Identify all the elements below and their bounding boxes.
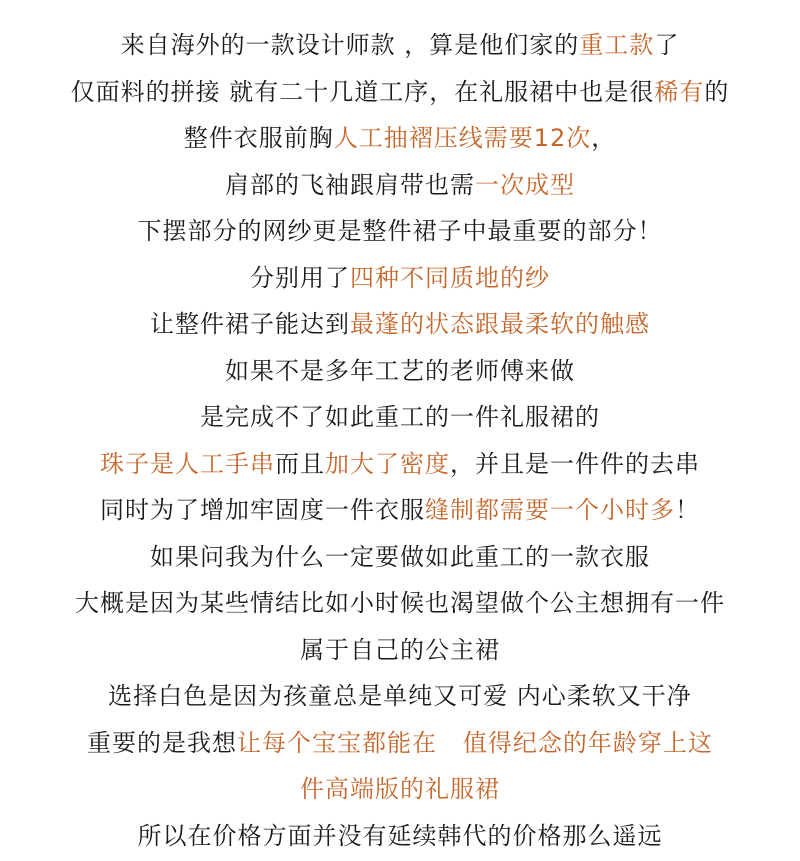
body-text: 如果问我为什么一定要做如此重工的一款衣服	[150, 542, 650, 571]
highlighted-text: 稀有	[654, 77, 705, 106]
highlighted-text: 让每个宝宝都能在 值得纪念的年龄穿上这	[237, 728, 713, 757]
text-line	[0, 255, 800, 302]
body-text: 来自海外的一款设计师款 ，算是他们家的	[120, 31, 580, 59]
body-text: 整件衣服前胸	[183, 124, 334, 152]
text-line	[0, 720, 800, 767]
body-text: ，并且是一件件的去串	[450, 449, 700, 478]
body-text: 而且	[275, 449, 325, 478]
body-text: 让整件裙子能达到	[150, 310, 350, 338]
highlighted-text: 人工抽褶压线需要12次	[333, 124, 592, 152]
body-text: 属于自己的公主裙	[300, 635, 500, 664]
body-text: 重要的是我想	[87, 728, 238, 757]
text-line	[0, 580, 800, 627]
highlighted-text: 最蓬的状态跟最柔软的触感	[350, 310, 650, 338]
body-text: ！	[675, 496, 700, 524]
body-text: 选择白色是因为孩童总是单纯又可爱 内心柔软又干净	[108, 682, 692, 710]
text-line	[0, 348, 800, 395]
text-line	[0, 673, 800, 720]
text-line	[0, 208, 800, 255]
body-text: 了	[654, 31, 680, 59]
text-line	[0, 441, 800, 488]
body-text: 肩部的飞袖跟肩带也需	[225, 170, 475, 199]
highlighted-text: 珠子是人工手串	[100, 449, 275, 478]
highlighted-text: 一次成型	[475, 170, 575, 199]
body-text: 所以在价格方面并没有延续韩代的价格那么遥远	[137, 821, 663, 850]
highlighted-text: 加大了密度	[325, 449, 450, 478]
body-text: 是完成不了如此重工的一件礼服裙的	[200, 403, 600, 431]
body-text: 仅面料的拼接 就有二十几道工序，在礼服裙中也是很	[70, 77, 655, 106]
body-text: 下摆部分的网纱更是整件裙子中最重要的部分！	[137, 217, 663, 245]
body-text: 分别用了	[250, 263, 350, 292]
text-line	[0, 813, 800, 860]
text-line	[0, 115, 800, 162]
highlighted-text: 缝制都需要一个小时多	[425, 496, 675, 524]
text-line	[0, 394, 800, 441]
body-text: 如果不是多年工艺的老师傅来做	[225, 356, 575, 385]
body-text: ，	[591, 124, 617, 152]
text-line	[0, 766, 800, 813]
body-text: 大概是因为某些情结比如小时候也渴望做个公主想拥有一件	[75, 589, 725, 617]
highlighted-text: 四种不同质地的纱	[350, 263, 550, 292]
text-line	[0, 487, 800, 534]
text-line	[0, 627, 800, 674]
body-text: 同时为了增加牢固度一件衣服	[100, 496, 425, 524]
text-line	[0, 69, 800, 116]
article-text	[0, 22, 800, 859]
highlighted-text: 件高端版的礼服裙	[300, 775, 500, 803]
text-line	[0, 162, 800, 209]
text-line	[0, 301, 800, 348]
text-line	[0, 22, 800, 69]
highlighted-text: 重工款	[579, 31, 655, 59]
text-line	[0, 534, 800, 581]
body-text: 的	[704, 77, 730, 106]
